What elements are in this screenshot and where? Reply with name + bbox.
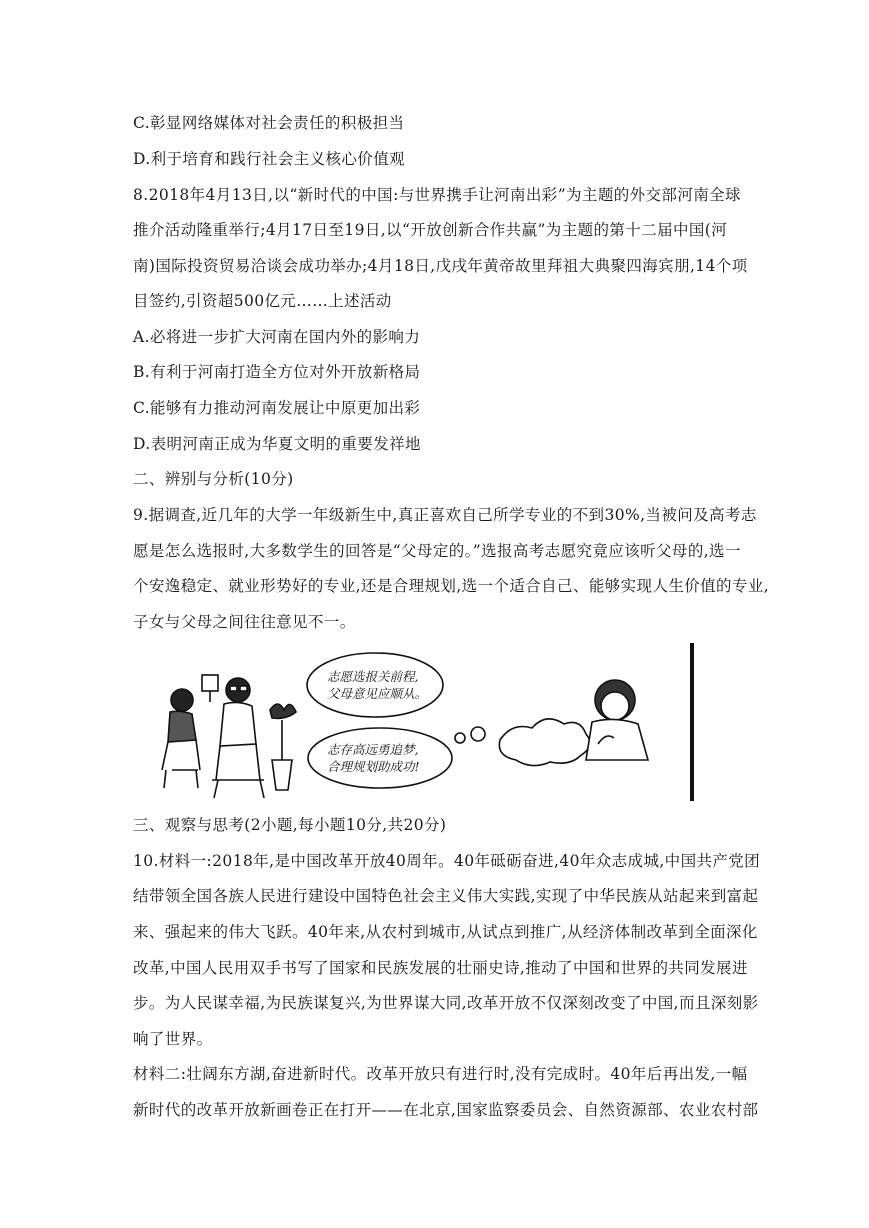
question-9-line-2: 愿是怎么选报时,大多数学生的回答是“父母定的。”选报高考志愿究竟应该听父母的,选一 xyxy=(133,542,741,560)
speech-bubble-bottom xyxy=(308,728,452,788)
thought-cloud xyxy=(499,719,590,766)
question-9-line-3: 个安逸稳定、就业形势好的专业,还是合理规划,选一个适合自己、能够实现人生价值的专业, xyxy=(133,577,770,595)
speech-bubble-top xyxy=(307,653,443,717)
option-c-q7: C.彰显网络媒体对社会责任的积极担当 xyxy=(133,114,405,132)
question-10-line-2: 结带领全国各族人民进行建设中国特色社会主义伟大实践,实现了中华民族从站起来到富起 xyxy=(133,887,759,905)
question-10-line-5: 步。为人民谋幸福,为民族谋复兴,为世界谋大同,改革开放不仅深刻改变了中国,而且深刻影 xyxy=(133,994,759,1012)
picture-frame xyxy=(202,675,218,691)
vertical-divider xyxy=(690,643,694,801)
bubble-top-text-1: 志愿选报关前程, xyxy=(327,669,419,684)
cartoon-illustration xyxy=(160,640,700,805)
question-9-line-4: 子女与父母之间往往意见不一。 xyxy=(133,613,356,631)
question-10-line-1: 10.材料一:2018年,是中国改革开放40周年。40年砥砺奋进,40年众志成城,中国共产党团 xyxy=(133,852,761,870)
question-10-line-3: 来、强起来的伟大飞跃。40年来,从农村到城市,从试点到推广,从经济体制改革到全面深化 xyxy=(133,923,758,941)
question-10-line-6: 响了世界。 xyxy=(133,1030,213,1048)
question-8-line-2: 推介活动隆重举行;4月17日至19日,以“开放创新合作共赢”为主题的第十二届中国(河 xyxy=(133,221,728,239)
option-a-q8: A.必将进一步扩大河南在国内外的影响力 xyxy=(133,328,421,346)
bubble-bottom-text-2: 合理规划助成功! xyxy=(327,759,420,774)
question-8-line-1: 8.2018年4月13日,以“新时代的中国:与世界携手让河南出彩”为主题的外交部河南全球 xyxy=(133,186,741,204)
question-10-line-4: 改革,中国人民用双手书写了国家和民族发展的壮丽史诗,推动了中国和世界的共同发展进 xyxy=(133,959,748,977)
bubble-bottom-text-1: 志存高远勇追梦, xyxy=(327,742,419,757)
mother-head xyxy=(171,689,193,711)
question-9-line-1: 9.据调查,近几年的大学一年级新生中,真正喜欢自己所学专业的不到30%,当被问及高考志 xyxy=(133,506,757,524)
section-2-heading: 二、辨别与分析(10分) xyxy=(133,470,294,488)
question-8-line-4: 目签约,引资超500亿元……上述活动 xyxy=(133,292,392,310)
option-b-q8: B.有利于河南打造全方位对外开放新格局 xyxy=(133,363,421,381)
material-2-line-2: 新时代的改革开放新画卷正在打开——在北京,国家监察委员会、自然资源部、农业农村部 xyxy=(133,1101,759,1119)
question-8-line-3: 南)国际投资贸易洽谈会成功举办;4月18日,戊戌年黄帝故里拜祖大典聚四海宾朋,14个项 xyxy=(133,257,748,275)
option-d-q7: D.利于培育和践行社会主义核心价值观 xyxy=(133,150,406,168)
section-3-heading: 三、观察与思考(2小题,每小题10分,共20分) xyxy=(133,816,447,834)
bubble-top-text-2: 父母意见应顺从。 xyxy=(327,686,428,701)
material-2-line-1: 材料二:壮阔东方湖,奋进新时代。改革开放只有进行时,没有完成时。40年后再出发,一幅 xyxy=(133,1065,748,1083)
option-d-q8: D.表明河南正成为华夏文明的重要发祥地 xyxy=(133,435,421,453)
option-c-q8: C.能够有力推动河南发展让中原更加出彩 xyxy=(133,399,421,417)
